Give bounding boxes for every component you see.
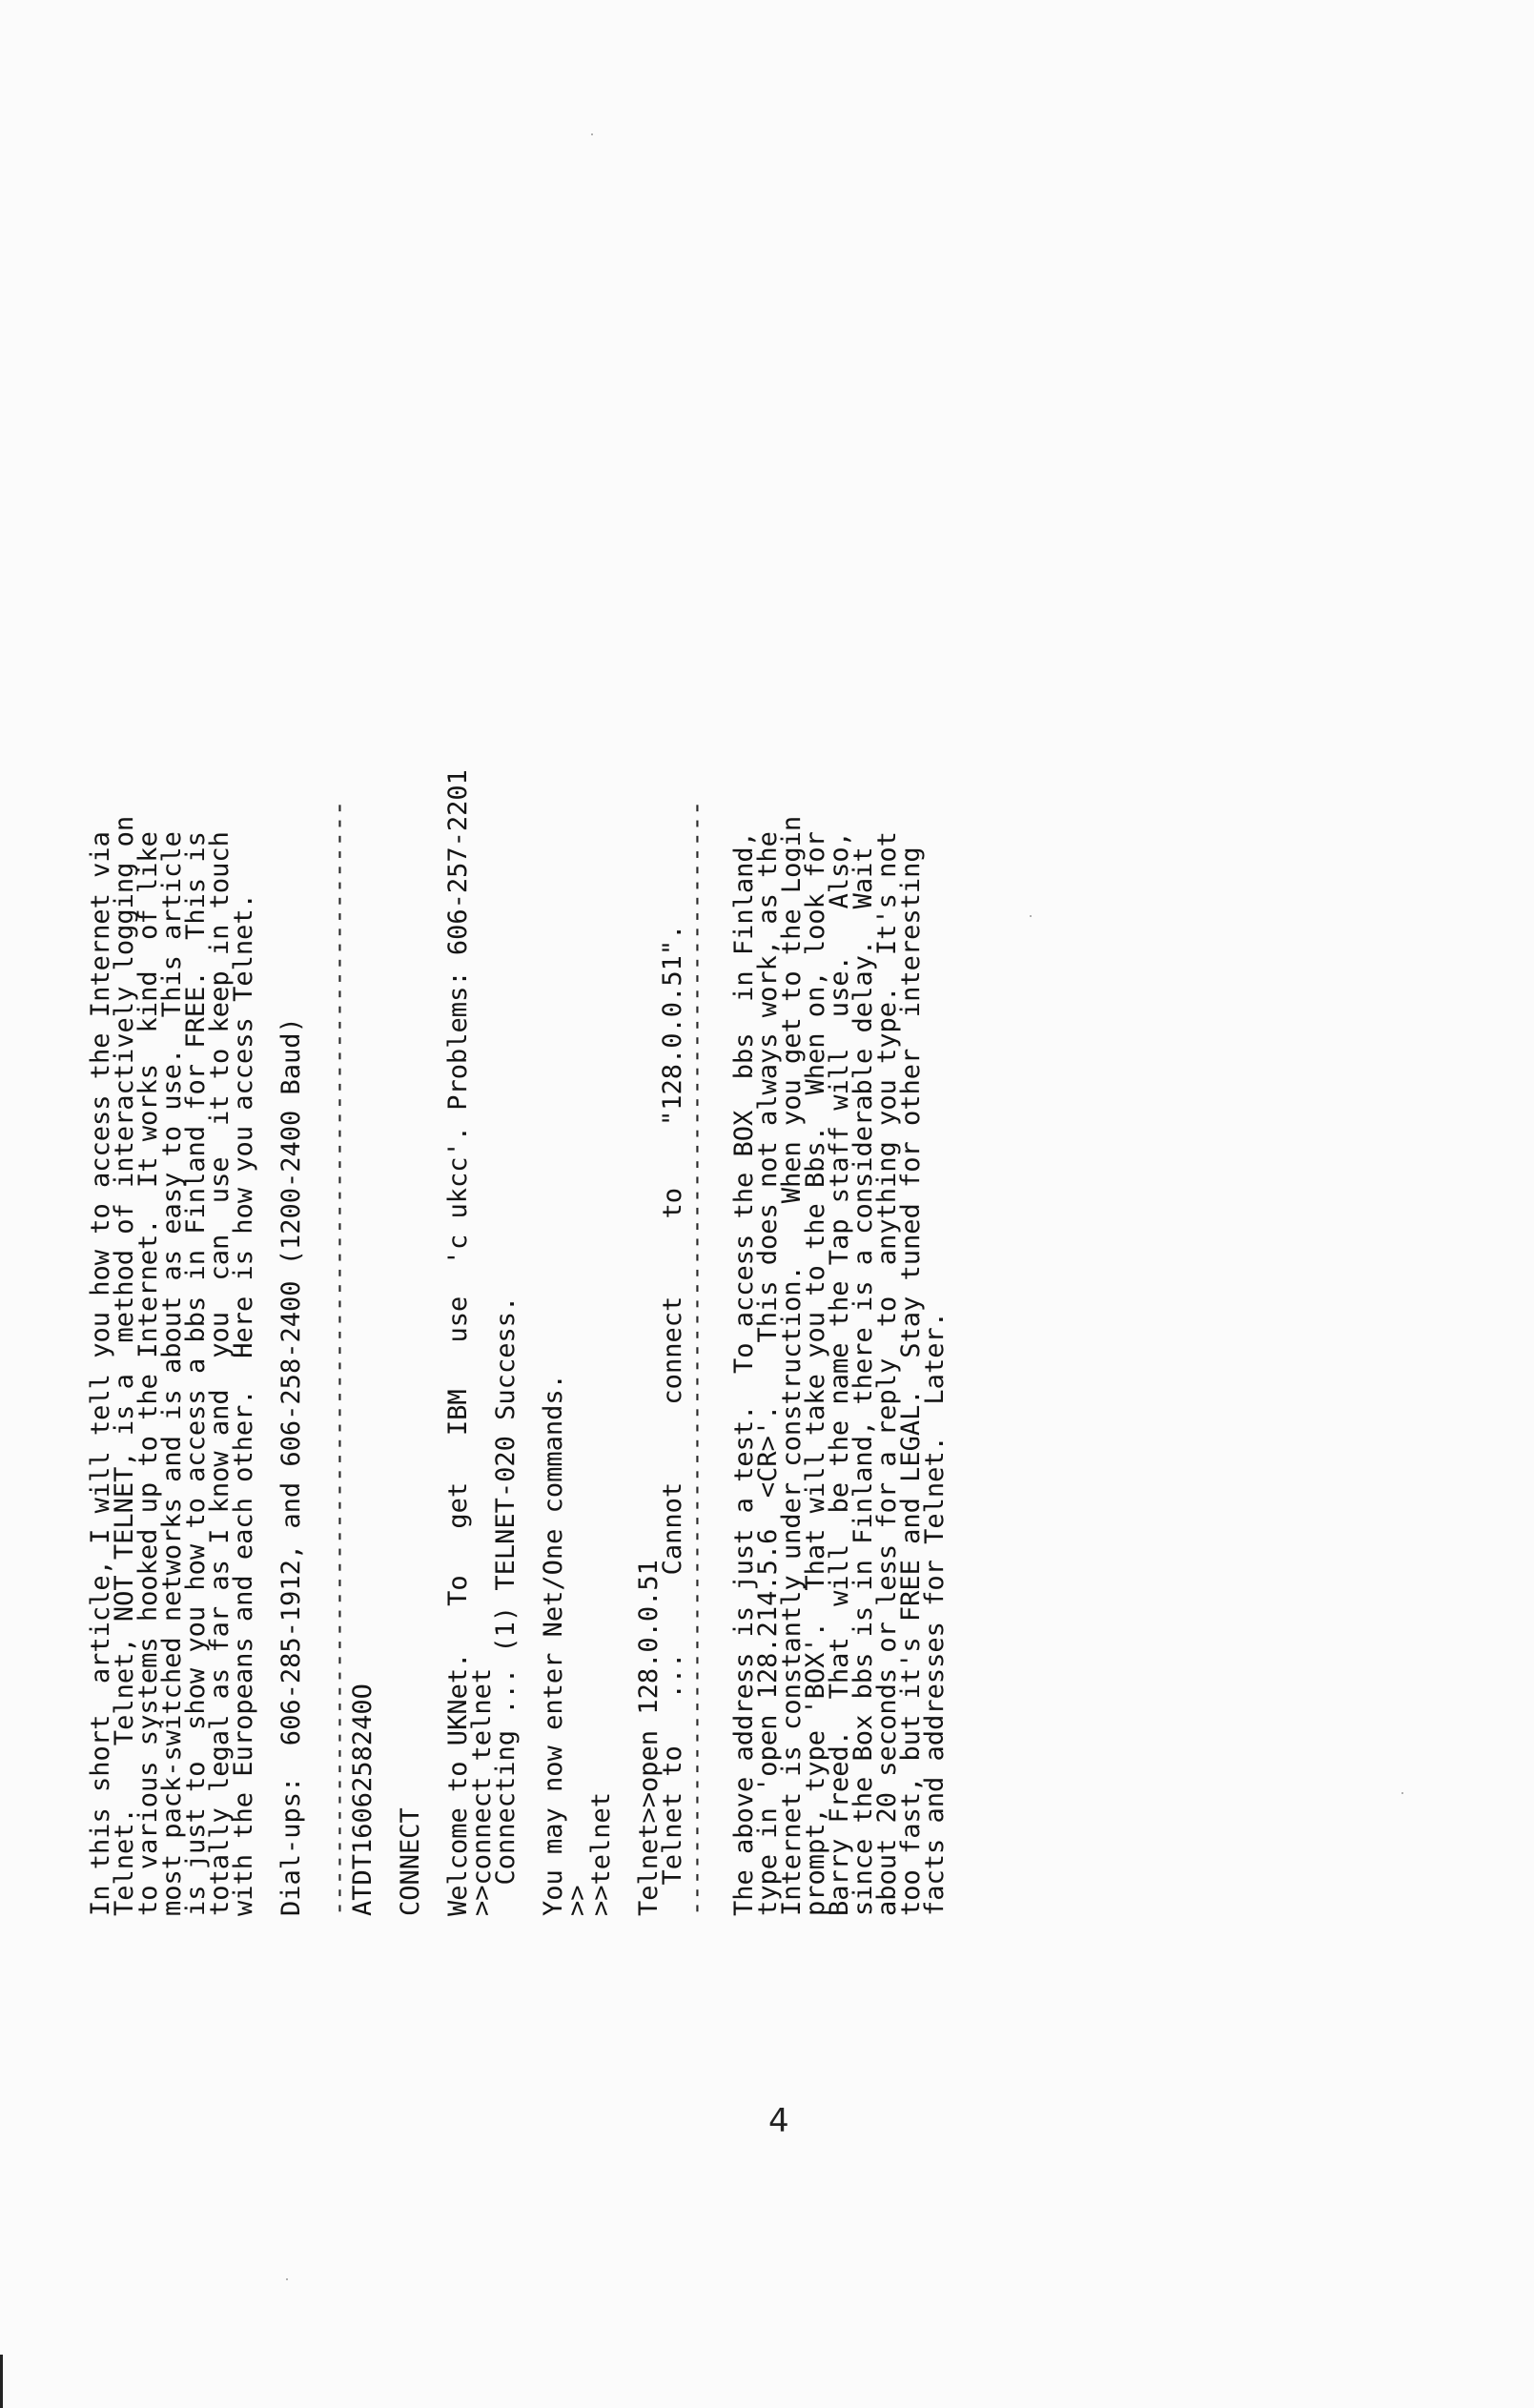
outro-line: too fast, but it's FREE and LEGAL. Stay tuned for other interesting bbox=[896, 847, 926, 1916]
intro-line: most pack-switched networks and is about as easy to use. This article bbox=[157, 831, 187, 1916]
outro-line: prompt, type 'BOX'. That will take you to the Bbs. When on, look for bbox=[801, 831, 830, 1916]
outro-paragraph bbox=[729, 362, 950, 1916]
outro-line: Barry Freed. That will be the name the Tap staff will use. Also, bbox=[825, 831, 854, 1916]
dialups-line: Dial-ups: 606-285-1912, and 606-258-2400 (1200-2400 Baud) bbox=[276, 1017, 306, 1916]
intro-paragraph bbox=[86, 362, 258, 1916]
connecting-status: Connecting ... (1) TELNET-020 Success. bbox=[491, 1296, 521, 1916]
scan-speck bbox=[1401, 1792, 1403, 1794]
outro-line: about 20 seconds or less for a reply to anything you type. It's not bbox=[872, 831, 902, 1916]
scan-speck bbox=[591, 133, 593, 135]
intro-line: totally legal as far as I know and you can use it to keep in touch bbox=[205, 831, 235, 1916]
outro-line: facts and addresses for Telnet. Later. bbox=[920, 1312, 950, 1916]
open-command: Telnet>>open 128.0.0.51 bbox=[634, 1560, 664, 1916]
intro-line: In this short article, I will tell you how to access the Internet via bbox=[86, 831, 115, 1916]
welcome-line: Welcome to UKNet. To get IBM use 'c ukcc'. Problems: 606-257-2201 bbox=[443, 769, 473, 1916]
outro-line: type in 'open 128.214.5.6 <CR>'. This does not always work, as the bbox=[753, 831, 783, 1916]
outro-line: since the Box bbs is in Finland, there is a considerable delay. Wait bbox=[849, 847, 878, 1916]
intro-line: is just to show you how to access a bbs in Finland for FREE. This is bbox=[181, 831, 211, 1916]
rotated-text-block bbox=[86, 362, 1366, 1916]
connect-telnet-command: >>connect telnet bbox=[467, 1667, 497, 1916]
connect-error: Telnet to ... Cannot connect to "128.0.0.51". bbox=[658, 924, 687, 1916]
outro-line: Internet is constantly under construction. When you get to the Login bbox=[777, 815, 807, 1916]
dial-command: ATDT1606258240O bbox=[348, 1684, 378, 1916]
prompt-empty: >> bbox=[562, 1885, 592, 1916]
page-number: 4 bbox=[768, 2102, 789, 2140]
scan-speck bbox=[1030, 915, 1032, 917]
outro-line: The above address is just a test. To access the BOX bbs in Finland, bbox=[729, 831, 759, 1916]
divider-bottom: ------------------------------------------------------------------------ bbox=[682, 800, 711, 1916]
intro-line: with the Europeans and each other. Here is how you access Telnet. bbox=[229, 893, 258, 1916]
scan-speck bbox=[286, 2278, 288, 2280]
scan-edge-mark bbox=[0, 2355, 3, 2408]
prompt-telnet: >>telnet bbox=[586, 1791, 616, 1916]
connect-response: CONNECT bbox=[396, 1807, 425, 1916]
intro-line: Telnet. Telnet, NOT TELNET, is a method of interactively logging on bbox=[110, 815, 139, 1916]
prompt-info: You may now enter Net/One commands. bbox=[539, 1374, 568, 1916]
divider-top: ------------------------------------------------------------------------ bbox=[324, 800, 354, 1916]
intro-line: to various systems hooked up to the Internet. It works kind of like bbox=[133, 831, 163, 1916]
